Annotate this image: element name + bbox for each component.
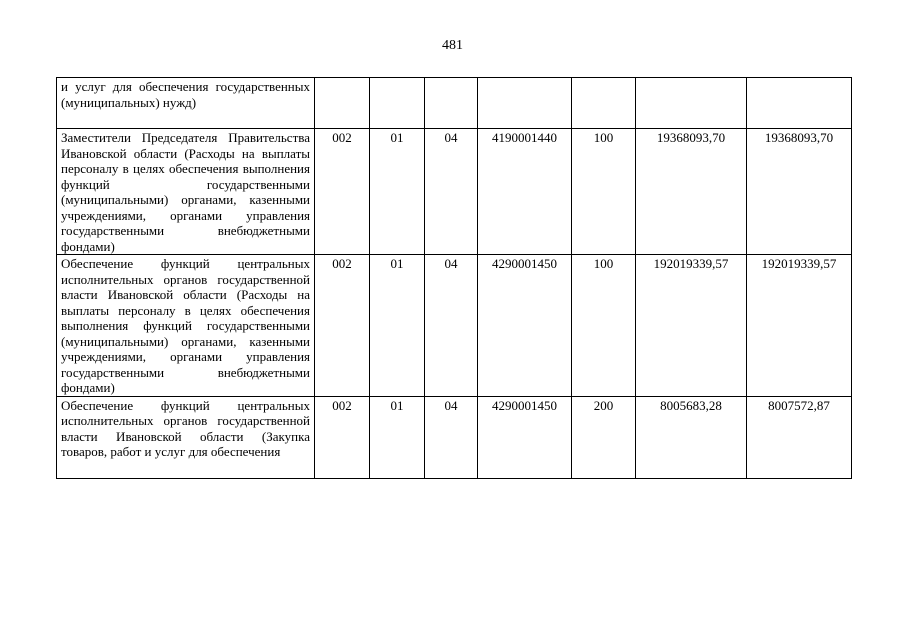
row-description: Обеспечение функций центральных исполнительных органов государственной власти Ивановской области (Расходы на выплаты персоналу в целях обеспечения выполнения функций государственными (муниципальными) органами, казенными учреждениями, органами управления государственными внебюджетными фондами) bbox=[57, 255, 315, 397]
row-amount-1 bbox=[636, 78, 747, 129]
row-type: 100 bbox=[572, 129, 636, 255]
row-section: 01 bbox=[370, 396, 425, 478]
table-row bbox=[57, 255, 852, 397]
row-target bbox=[478, 78, 572, 129]
row-code: 002 bbox=[315, 255, 370, 397]
row-subsection: 04 bbox=[425, 129, 478, 255]
table-row bbox=[57, 78, 852, 129]
row-target: 4190001440 bbox=[478, 129, 572, 255]
row-amount-2: 192019339,57 bbox=[747, 255, 852, 397]
row-amount-1: 19368093,70 bbox=[636, 129, 747, 255]
row-subsection: 04 bbox=[425, 396, 478, 478]
row-description: и услуг для обеспечения государственных (муниципальных) нужд) bbox=[57, 78, 315, 129]
row-code bbox=[315, 78, 370, 129]
row-amount-2 bbox=[747, 78, 852, 129]
row-target: 4290001450 bbox=[478, 255, 572, 397]
table-row bbox=[57, 396, 852, 478]
row-type bbox=[572, 78, 636, 129]
table-row bbox=[57, 129, 852, 255]
page-number: 481 bbox=[442, 38, 463, 53]
row-amount-2: 19368093,70 bbox=[747, 129, 852, 255]
row-type: 100 bbox=[572, 255, 636, 397]
row-description: Заместители Председателя Правительства Ивановской области (Расходы на выплаты персоналу в целях обеспечения выполнения функций государственными (муниципальными) органами, казенными учреждениями, органами управления государственными внебюджетными фондами) bbox=[57, 129, 315, 255]
row-amount-2: 8007572,87 bbox=[747, 396, 852, 478]
row-subsection bbox=[425, 78, 478, 129]
row-description: Обеспечение функций центральных исполнительных органов государственной власти Ивановской области (Закупка товаров, работ и услуг для обеспечения bbox=[57, 396, 315, 478]
row-code: 002 bbox=[315, 396, 370, 478]
row-target: 4290001450 bbox=[478, 396, 572, 478]
row-amount-1: 192019339,57 bbox=[636, 255, 747, 397]
row-code: 002 bbox=[315, 129, 370, 255]
row-type: 200 bbox=[572, 396, 636, 478]
budget-table bbox=[56, 77, 852, 479]
row-section: 01 bbox=[370, 255, 425, 397]
row-subsection: 04 bbox=[425, 255, 478, 397]
row-amount-1: 8005683,28 bbox=[636, 396, 747, 478]
row-section bbox=[370, 78, 425, 129]
row-section: 01 bbox=[370, 129, 425, 255]
